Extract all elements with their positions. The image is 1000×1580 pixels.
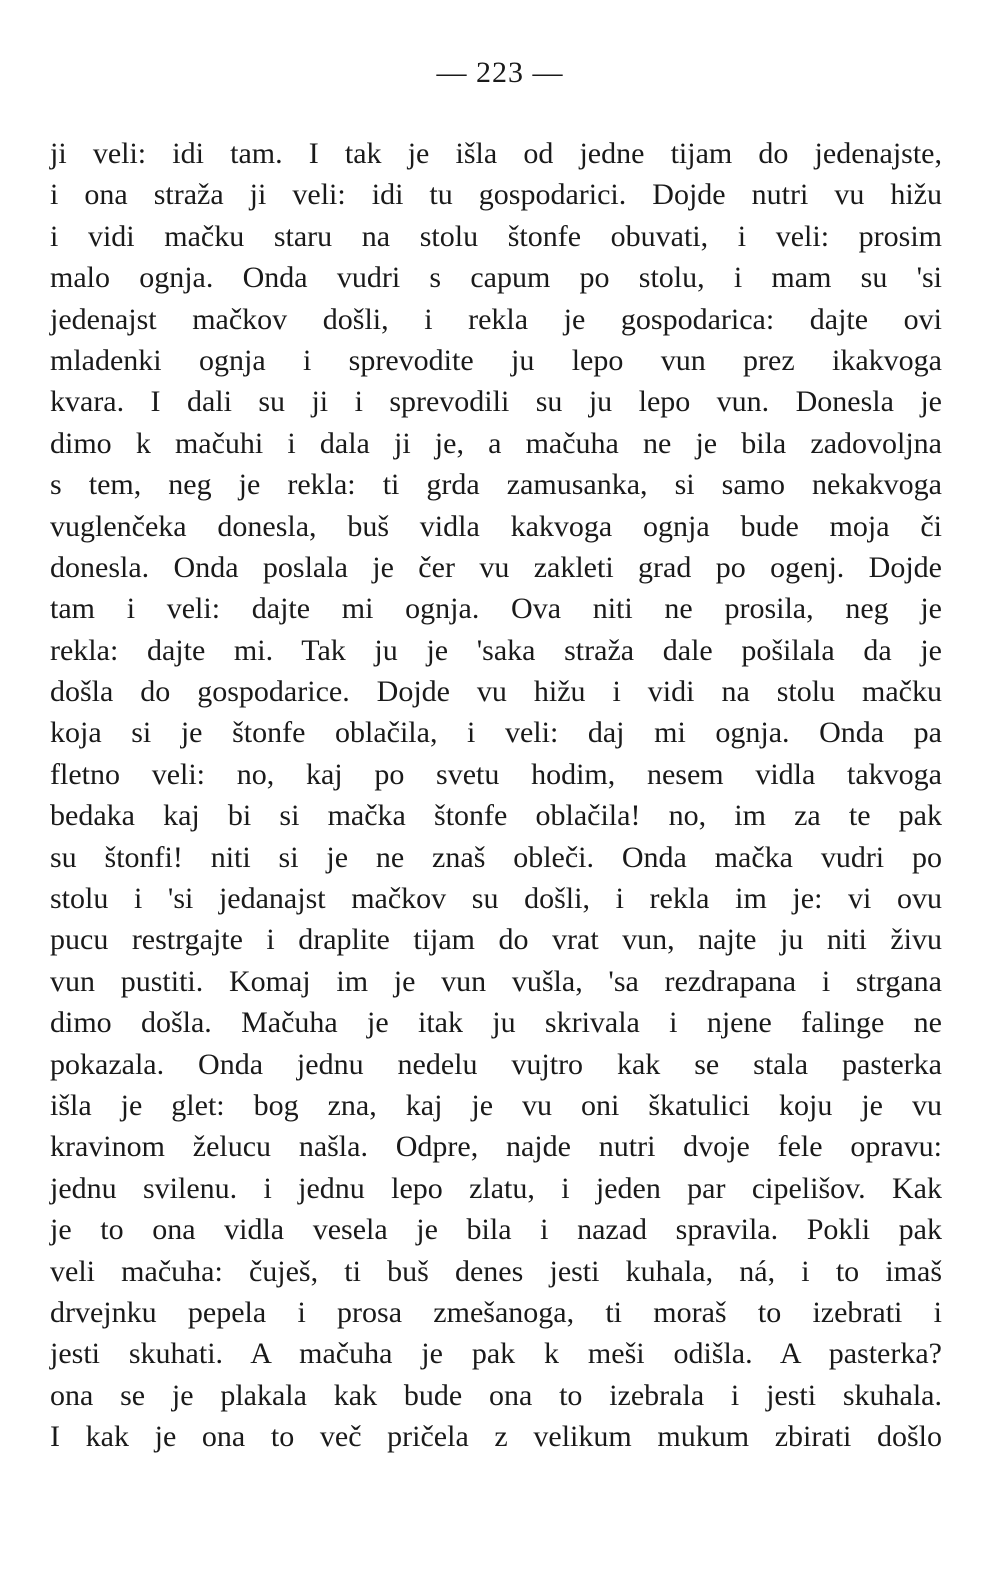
text-line: dimo k mačuhi i dala ji je, a mačuha ne je bila zadovoljna xyxy=(50,426,942,460)
text-line: s tem, neg je rekla: ti grda zamusanka, si samo nekakvoga xyxy=(50,468,942,502)
text-line: bedaka kaj bi si mačka štonfe oblačila! no, im za te pak xyxy=(50,799,942,833)
text-line: dimo došla. Mačuha je itak ju skrivala i njene falinge ne xyxy=(50,1006,942,1040)
text-line: fletno veli: no, kaj po svetu hodim, nesem vidla takvoga xyxy=(50,757,942,791)
text-line: je to ona vidla vesela je bila i nazad spravila. Pokli pak xyxy=(50,1213,942,1247)
text-line: su štonfi! niti si je ne znaš obleči. Onda mačka vudri po xyxy=(50,840,942,874)
text-line: koja si je štonfe oblačila, i veli: daj mi ognja. Onda pa xyxy=(50,716,942,750)
text-line: I kak je ona to več pričela z velikum mukum zbirati došlo xyxy=(50,1420,942,1454)
text-line: ona se je plakala kak bude ona to izebrala i jesti skuhala. xyxy=(50,1378,942,1412)
text-line: išla je glet: bog zna, kaj je vu oni škatulici koju je vu xyxy=(50,1088,942,1122)
text-line: donesla. Onda poslala je čer vu zakleti grad po ogenj. Dojde xyxy=(50,550,942,584)
text-line: stolu i 'si jedanajst mačkov su došli, i rekla im je: vi ovu xyxy=(50,882,942,916)
text-line: kvara. I dali su ji i sprevodili su ju lepo vun. Donesla je xyxy=(50,385,942,419)
body-text xyxy=(50,133,942,1458)
text-line: rekla: dajte mi. Tak ju je 'saka straža dale pošilala da je xyxy=(50,633,942,667)
text-line: ji veli: idi tam. I tak je išla od jedne tijam do jedenajste, xyxy=(50,137,942,170)
text-line: kravinom želucu našla. Odpre, najde nutri dvoje fele opravu: xyxy=(50,1130,942,1164)
text-line: vuglenčeka donesla, buš vidla kakvoga ognja bude moja či xyxy=(50,509,942,543)
text-line: veli mačuha: čuješ, ti buš denes jesti kuhala, ná, i to imaš xyxy=(50,1254,942,1288)
text-line: tam i veli: dajte mi ognja. Ova niti ne prosila, neg je xyxy=(50,592,942,626)
text-line: i ona straža ji veli: idi tu gospodarici. Dojde nutri vu hižu xyxy=(50,178,942,212)
text-line: mladenki ognja i sprevodite ju lepo vun prez ikakvoga xyxy=(50,343,942,377)
text-line: jesti skuhati. A mačuha je pak k meši odišla. A pasterka? xyxy=(50,1337,942,1371)
text-line: pucu restrgajte i draplite tijam do vrat vun, najte ju niti živu xyxy=(50,923,942,957)
text-line: došla do gospodarice. Dojde vu hižu i vidi na stolu mačku xyxy=(50,675,942,709)
page-number: — 223 — xyxy=(436,56,564,89)
text-line: jedenajst mačkov došli, i rekla je gospodarica: dajte ovi xyxy=(50,302,942,336)
text-line: drvejnku pepela i prosa zmešanoga, ti moraš to izebrati i xyxy=(50,1295,942,1329)
text-line: malo ognja. Onda vudri s capum po stolu, i mam su 'si xyxy=(50,261,942,295)
text-line: i vidi mačku staru na stolu štonfe obuvati, i veli: prosim xyxy=(50,219,942,253)
text-line: vun pustiti. Komaj im je vun vušla, 'sa rezdrapana i strgana xyxy=(50,964,942,998)
text-line: pokazala. Onda jednu nedelu vujtro kak se stala pasterka xyxy=(50,1047,942,1081)
text-line: jednu svilenu. i jednu lepo zlatu, i jeden par cipelišov. Kak xyxy=(50,1171,942,1205)
